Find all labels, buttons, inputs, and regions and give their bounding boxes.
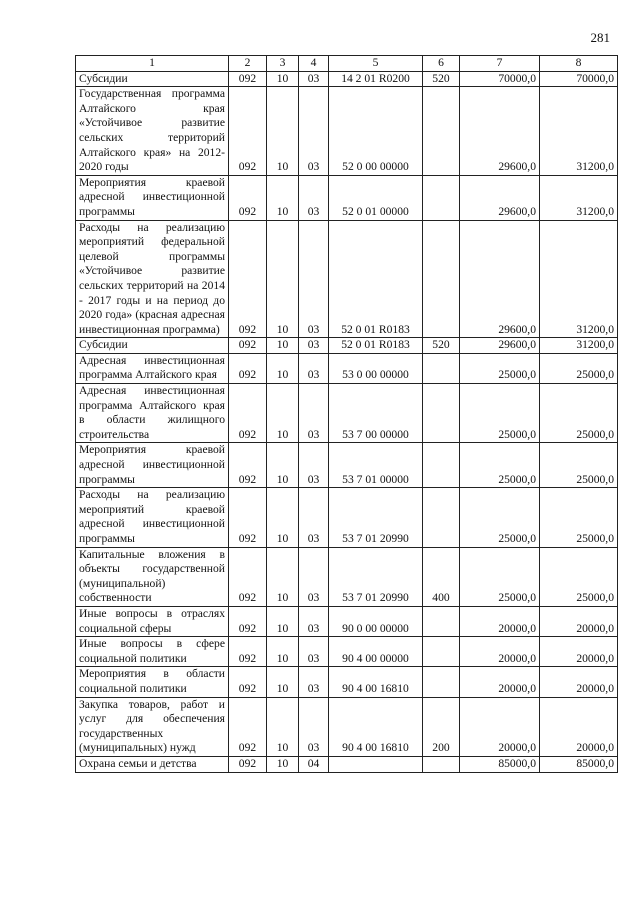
cell-ministry: 092 bbox=[229, 697, 267, 756]
cell-amount-year1: 20000,0 bbox=[460, 606, 540, 636]
cell-amount-year2: 25000,0 bbox=[540, 353, 618, 383]
cell-amount-year2: 70000,0 bbox=[540, 71, 618, 87]
row-name: Иные вопросы в отраслях социальной сферы bbox=[76, 606, 229, 636]
cell-expense-type bbox=[423, 175, 460, 220]
cell-subsection: 03 bbox=[299, 443, 329, 488]
cell-subsection: 03 bbox=[299, 220, 329, 338]
cell-amount-year1: 20000,0 bbox=[460, 697, 540, 756]
cell-section: 10 bbox=[267, 175, 299, 220]
row-name: Мероприятия краевой адресной инвестиционной программы bbox=[76, 443, 229, 488]
table-row bbox=[76, 175, 618, 220]
column-header: 1 bbox=[76, 56, 229, 72]
cell-amount-year2: 31200,0 bbox=[540, 175, 618, 220]
cell-target-article: 53 0 00 00000 bbox=[329, 353, 423, 383]
cell-ministry: 092 bbox=[229, 384, 267, 443]
cell-amount-year2: 25000,0 bbox=[540, 384, 618, 443]
cell-expense-type bbox=[423, 667, 460, 697]
cell-subsection: 03 bbox=[299, 697, 329, 756]
cell-amount-year1: 29600,0 bbox=[460, 338, 540, 354]
cell-target-article: 53 7 01 20990 bbox=[329, 547, 423, 606]
cell-ministry: 092 bbox=[229, 220, 267, 338]
header-row bbox=[76, 56, 618, 72]
row-name: Расходы на реализацию мероприятий краевой адресной инвестиционной программы bbox=[76, 488, 229, 547]
cell-expense-type bbox=[423, 87, 460, 176]
cell-amount-year2: 20000,0 bbox=[540, 637, 618, 667]
cell-section: 10 bbox=[267, 606, 299, 636]
cell-section: 10 bbox=[267, 547, 299, 606]
cell-section: 10 bbox=[267, 71, 299, 87]
row-name: Расходы на реализацию мероприятий федеральной целевой программы «Устойчивое развитие сельских территорий на 2014 - 2017 годы и на период до 2020 года» (красная адресная инвестиционная программа) bbox=[76, 220, 229, 338]
cell-expense-type: 200 bbox=[423, 697, 460, 756]
cell-subsection: 04 bbox=[299, 756, 329, 772]
table-row bbox=[76, 756, 618, 772]
cell-ministry: 092 bbox=[229, 756, 267, 772]
cell-section: 10 bbox=[267, 338, 299, 354]
row-name: Субсидии bbox=[76, 71, 229, 87]
row-name: Иные вопросы в сфере социальной политики bbox=[76, 637, 229, 667]
cell-amount-year1: 70000,0 bbox=[460, 71, 540, 87]
row-name: Мероприятия краевой адресной инвестиционной программы bbox=[76, 175, 229, 220]
row-name: Адресная инвестиционная программа Алтайского края в области жилищного строительства bbox=[76, 384, 229, 443]
row-name: Адресная инвестиционная программа Алтайского края bbox=[76, 353, 229, 383]
cell-amount-year2: 20000,0 bbox=[540, 606, 618, 636]
cell-ministry: 092 bbox=[229, 667, 267, 697]
cell-subsection: 03 bbox=[299, 547, 329, 606]
cell-amount-year1: 25000,0 bbox=[460, 547, 540, 606]
table-row bbox=[76, 338, 618, 354]
column-header: 2 bbox=[229, 56, 267, 72]
row-name: Мероприятия в области социальной политики bbox=[76, 667, 229, 697]
column-header: 6 bbox=[423, 56, 460, 72]
cell-target-article: 90 0 00 00000 bbox=[329, 606, 423, 636]
cell-amount-year1: 25000,0 bbox=[460, 353, 540, 383]
cell-expense-type bbox=[423, 220, 460, 338]
cell-expense-type bbox=[423, 443, 460, 488]
cell-ministry: 092 bbox=[229, 488, 267, 547]
cell-amount-year2: 20000,0 bbox=[540, 697, 618, 756]
cell-target-article: 52 0 01 R0183 bbox=[329, 220, 423, 338]
table-row bbox=[76, 667, 618, 697]
cell-subsection: 03 bbox=[299, 71, 329, 87]
budget-table bbox=[75, 55, 618, 773]
cell-target-article: 52 0 01 R0183 bbox=[329, 338, 423, 354]
cell-target-article: 53 7 01 20990 bbox=[329, 488, 423, 547]
table-row bbox=[76, 353, 618, 383]
cell-amount-year2: 31200,0 bbox=[540, 220, 618, 338]
cell-subsection: 03 bbox=[299, 384, 329, 443]
cell-amount-year2: 20000,0 bbox=[540, 667, 618, 697]
cell-ministry: 092 bbox=[229, 175, 267, 220]
cell-subsection: 03 bbox=[299, 606, 329, 636]
table-row bbox=[76, 547, 618, 606]
cell-ministry: 092 bbox=[229, 353, 267, 383]
cell-target-article: 52 0 01 00000 bbox=[329, 175, 423, 220]
table-row bbox=[76, 606, 618, 636]
cell-subsection: 03 bbox=[299, 667, 329, 697]
cell-amount-year1: 25000,0 bbox=[460, 443, 540, 488]
cell-target-article: 90 4 00 00000 bbox=[329, 637, 423, 667]
cell-ministry: 092 bbox=[229, 87, 267, 176]
column-header: 3 bbox=[267, 56, 299, 72]
cell-section: 10 bbox=[267, 756, 299, 772]
cell-expense-type bbox=[423, 353, 460, 383]
row-name: Государственная программа Алтайского края «Устойчивое развитие сельских территорий Алтайского края» на 2012-2020 годы bbox=[76, 87, 229, 176]
column-header: 4 bbox=[299, 56, 329, 72]
cell-section: 10 bbox=[267, 667, 299, 697]
cell-target-article: 90 4 00 16810 bbox=[329, 667, 423, 697]
cell-target-article: 90 4 00 16810 bbox=[329, 697, 423, 756]
cell-amount-year2: 25000,0 bbox=[540, 547, 618, 606]
cell-amount-year1: 20000,0 bbox=[460, 667, 540, 697]
column-header: 7 bbox=[460, 56, 540, 72]
cell-expense-type bbox=[423, 488, 460, 547]
cell-amount-year2: 25000,0 bbox=[540, 443, 618, 488]
cell-subsection: 03 bbox=[299, 637, 329, 667]
cell-target-article: 53 7 00 00000 bbox=[329, 384, 423, 443]
cell-section: 10 bbox=[267, 637, 299, 667]
cell-subsection: 03 bbox=[299, 488, 329, 547]
cell-subsection: 03 bbox=[299, 338, 329, 354]
cell-section: 10 bbox=[267, 87, 299, 176]
cell-amount-year2: 31200,0 bbox=[540, 87, 618, 176]
cell-ministry: 092 bbox=[229, 71, 267, 87]
table-row bbox=[76, 384, 618, 443]
cell-ministry: 092 bbox=[229, 338, 267, 354]
column-header: 5 bbox=[329, 56, 423, 72]
cell-amount-year1: 29600,0 bbox=[460, 87, 540, 176]
cell-amount-year1: 29600,0 bbox=[460, 175, 540, 220]
cell-section: 10 bbox=[267, 220, 299, 338]
table-row bbox=[76, 71, 618, 87]
cell-section: 10 bbox=[267, 488, 299, 547]
table-row bbox=[76, 637, 618, 667]
row-name: Закупка товаров, работ и услуг для обеспечения государственных (муниципальных) нужд bbox=[76, 697, 229, 756]
cell-amount-year1: 29600,0 bbox=[460, 220, 540, 338]
cell-amount-year2: 85000,0 bbox=[540, 756, 618, 772]
cell-target-article: 53 7 01 00000 bbox=[329, 443, 423, 488]
cell-subsection: 03 bbox=[299, 353, 329, 383]
cell-amount-year1: 25000,0 bbox=[460, 384, 540, 443]
cell-section: 10 bbox=[267, 353, 299, 383]
cell-ministry: 092 bbox=[229, 547, 267, 606]
cell-ministry: 092 bbox=[229, 443, 267, 488]
cell-target-article bbox=[329, 756, 423, 772]
cell-expense-type bbox=[423, 637, 460, 667]
table-row bbox=[76, 443, 618, 488]
cell-subsection: 03 bbox=[299, 87, 329, 176]
cell-expense-type bbox=[423, 606, 460, 636]
table-row bbox=[76, 87, 618, 176]
cell-expense-type: 520 bbox=[423, 338, 460, 354]
page-number: 281 bbox=[590, 30, 610, 45]
row-name: Капитальные вложения в объекты государственной (муниципальной) собственности bbox=[76, 547, 229, 606]
cell-expense-type bbox=[423, 384, 460, 443]
cell-ministry: 092 bbox=[229, 637, 267, 667]
table-row bbox=[76, 220, 618, 338]
cell-expense-type: 400 bbox=[423, 547, 460, 606]
cell-section: 10 bbox=[267, 697, 299, 756]
row-name: Охрана семьи и детства bbox=[76, 756, 229, 772]
row-name: Субсидии bbox=[76, 338, 229, 354]
cell-target-article: 14 2 01 R0200 bbox=[329, 71, 423, 87]
cell-target-article: 52 0 00 00000 bbox=[329, 87, 423, 176]
cell-expense-type: 520 bbox=[423, 71, 460, 87]
cell-amount-year1: 25000,0 bbox=[460, 488, 540, 547]
cell-section: 10 bbox=[267, 384, 299, 443]
cell-amount-year1: 85000,0 bbox=[460, 756, 540, 772]
cell-amount-year1: 20000,0 bbox=[460, 637, 540, 667]
table-row bbox=[76, 488, 618, 547]
cell-amount-year2: 25000,0 bbox=[540, 488, 618, 547]
cell-ministry: 092 bbox=[229, 606, 267, 636]
column-header: 8 bbox=[540, 56, 618, 72]
table-row bbox=[76, 697, 618, 756]
cell-section: 10 bbox=[267, 443, 299, 488]
cell-subsection: 03 bbox=[299, 175, 329, 220]
cell-amount-year2: 31200,0 bbox=[540, 338, 618, 354]
cell-expense-type bbox=[423, 756, 460, 772]
